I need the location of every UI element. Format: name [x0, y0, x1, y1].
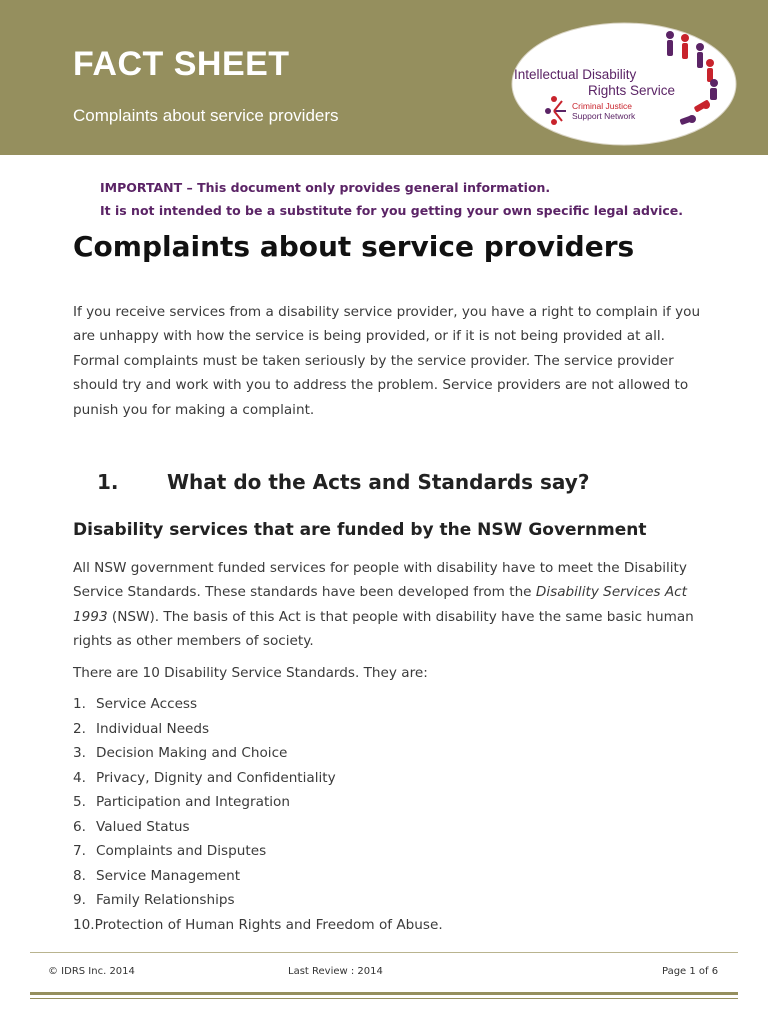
important-notice — [100, 176, 683, 222]
footer-divider — [30, 952, 738, 953]
list-item: 1. Service Access — [73, 696, 198, 712]
logo-tag-line2: Support Network — [572, 111, 636, 121]
section-number: 1. — [97, 470, 119, 494]
fact-sheet-title: FACT SHEET — [73, 45, 290, 83]
standards-paragraph — [73, 556, 703, 654]
list-item: 9. Family Relationships — [73, 892, 235, 908]
standards-list — [73, 692, 443, 937]
list-item: 8. Service Management — [73, 867, 241, 884]
page-title: Complaints about service providers — [73, 230, 635, 263]
notice-line-2: It is not intended to be a substitute for you getting your own specific legal advice. — [100, 203, 684, 218]
logo-name-line1: Intellectual Disability — [514, 67, 637, 82]
para-text-before: All NSW government funded services for people with disability have to meet the Disability Service Standards. These standards have been developed from the — [73, 560, 687, 601]
list-item: 2. Individual Needs — [73, 720, 210, 737]
list-intro: There are 10 Disability Service Standards. They are: — [73, 665, 428, 681]
section-title: What do the Acts and Standards say? — [167, 470, 590, 494]
list-item: 6. Valued Status — [73, 818, 190, 835]
header-band — [0, 0, 768, 155]
footer-copyright: © IDRS Inc. 2014 — [48, 966, 135, 977]
para-text-after: (NSW). The basis of this Act is that people with disability have the same basic human rights as other members of society. — [73, 608, 694, 650]
list-item: 7. Complaints and Disputes — [73, 843, 267, 859]
header-subtitle: Complaints about service providers — [73, 106, 339, 125]
logo-name-line2: Rights Service — [588, 83, 676, 98]
footer-bar-thick — [30, 992, 738, 995]
logo-tag-line1: Criminal Justice — [572, 101, 632, 111]
list-item: 3. Decision Making and Choice — [73, 745, 288, 761]
footer-page-number: Page 1 of 6 — [662, 966, 719, 977]
list-item: 4. Privacy, Dignity and Confidentiality — [73, 769, 336, 786]
act-name: Disability Services Act 1993 — [73, 584, 687, 625]
intro-paragraph: If you receive services from a disability service provider, you have a right to complain if you are unhappy with how the service is being provided, or if it is not being provided at all. Formal complaints must be taken seriously by the service provider. The service provider should try and work with you to address the problem. Service providers are not allowed to punish you for making a complaint. — [73, 304, 701, 418]
section-1-heading — [97, 470, 589, 494]
notice-line-1: IMPORTANT – This document only provides general information. — [100, 180, 551, 195]
footer-bar-thin — [30, 998, 738, 999]
idrs-logo — [510, 21, 738, 147]
list-item: 10.Protection of Human Rights and Freedom of Abuse. — [73, 916, 443, 933]
sub-heading-nsw-funded: Disability services that are funded by the NSW Government — [73, 520, 647, 540]
list-item: 5. Participation and Integration — [73, 794, 290, 810]
footer-review: Last Review : 2014 — [288, 966, 383, 977]
